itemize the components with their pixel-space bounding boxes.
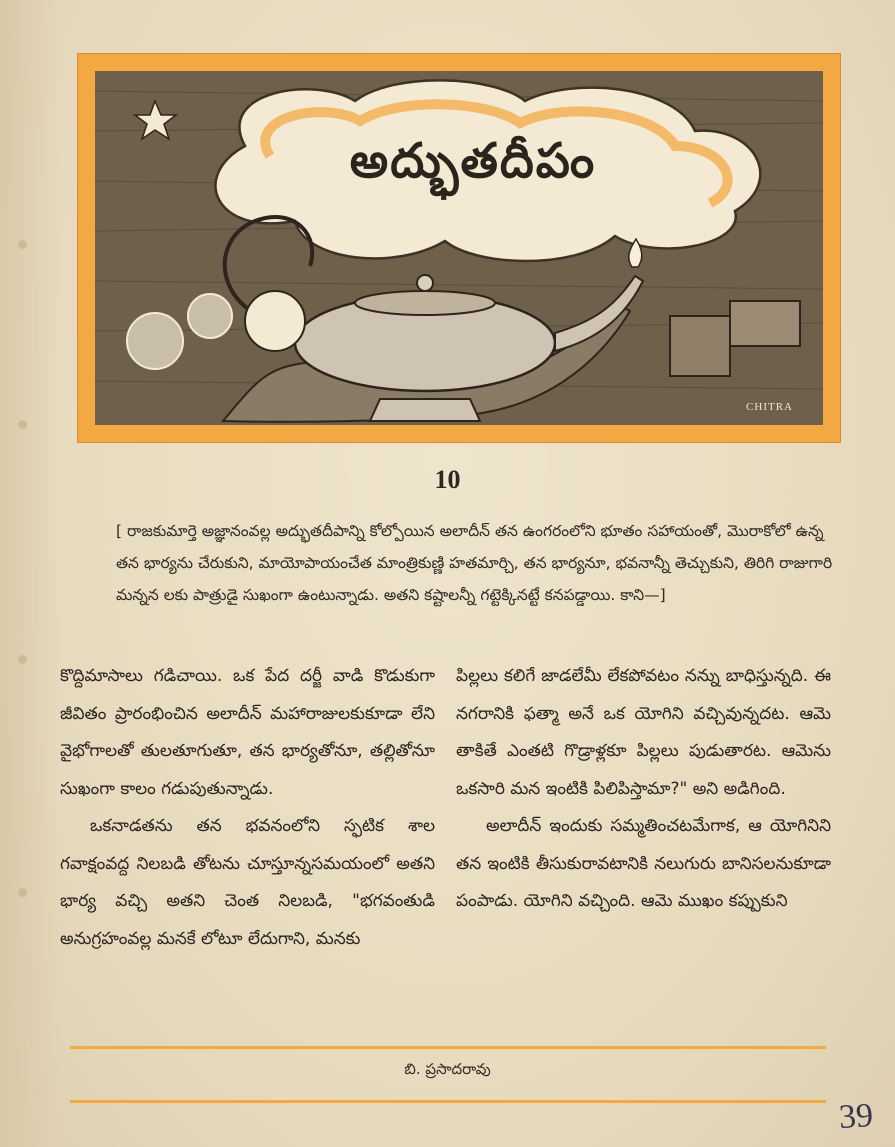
bottom-divider (70, 1100, 826, 1103)
right-column (456, 658, 831, 921)
author-credit: బి. ప్రసాదరావు (404, 1060, 491, 1078)
story-body (60, 658, 840, 1038)
paragraph: అలాదీన్ ఇందుకు సమ్మతించటమేగాక, ఆ యోగినిని తన ఇంటికి తీసుకురావటానికి నలుగురు బానిసలనుకూడా పంపాడు. యోగిని వచ్చింది. ఆమె ముఖం కప్పుకుని (456, 816, 831, 911)
top-divider (70, 1046, 826, 1049)
chapter-summary: [ రాజకుమార్తె అజ్ఞానంవల్ల అద్భుతదీపాన్ని కోల్పోయిన అలాదీన్ తన ఉంగరంలోని భూతం సహాయంతో, మొరాకోలో ఉన్న తన భార్యను చేరుకుని, మాయోపాయంచేత మాంత్రికుణ్ణి హతమార్చి, తన భార్యనూ, భవనాన్నీ తెచ్చుకుని, తిరిగి రాజుగారి మన్నన లకు పాత్రుడై సుఖంగా ఉంటున్నాడు. అతని కష్టాలన్నీ గట్టెక్కినట్టే కనపడ్డాయి. కాని—] (116, 522, 833, 604)
page-number: 39 (837, 1096, 875, 1137)
paragraph: ఒకనాడతను తన భవనంలోని స్ఫటిక శాల గవాక్షంవద్ద నిలబడి తోటను చూస్తూన్నసమయంలో అతని భార్య వచ్చి అతని చెంత నిలబడి, "భగవంతుడి అనుగ్రహంవల్ల మనకే లోటూ లేదుగాని, మనకు (60, 816, 435, 949)
chapter-number: 10 (434, 465, 461, 494)
paragraph: కొద్దిమాసాలు గడిచాయి. ఒక పేద దర్జీ వాడి కొడుకుగా జీవితం ప్రారంభించిన అలాదీన్ మహారాజులకుకూడా లేని వైభోగాలతో తులతూగుతూ, తన భార్యతోనూ, తల్లితోనూ సుఖంగా కాలం గడుపుతున్నాడు. (60, 666, 435, 799)
paragraph: పిల్లలు కలిగే జాడలేమీ లేకపోవటం నన్ను బాధిస్తున్నది. ఈ నగరానికి ఫత్మా అనే ఒక యోగిని వచ్చివున్నదట. ఆమె తాకితే ఎంతటి గొడ్రాళ్లకూ పిల్లలు పుడుతారట. ఆమెను ఒకసారి మన ఇంటికి పిలిపిస్తామా?" అని అడిగింది. (456, 666, 831, 799)
banner-title: అద్భుతదీపం (349, 133, 597, 189)
title-banner (77, 53, 841, 443)
binding-hole (18, 888, 27, 897)
binding-hole (18, 655, 27, 664)
binding-hole (18, 420, 27, 429)
binding-edge (0, 0, 60, 1147)
artist-signature: CHITRA (746, 401, 793, 413)
left-column (60, 658, 435, 958)
binding-hole (18, 240, 27, 249)
lamp-illustration (95, 71, 823, 425)
